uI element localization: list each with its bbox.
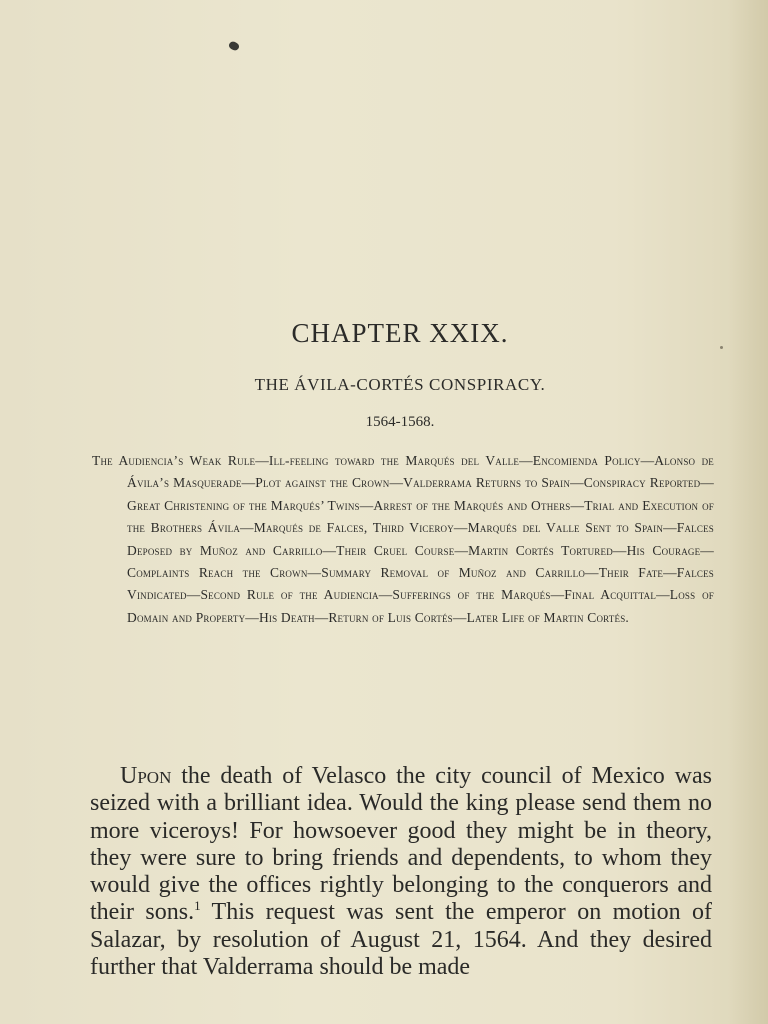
ink-speck <box>228 40 241 52</box>
chapter-title: CHAPTER XXIX. <box>291 318 509 348</box>
synopsis-text: The Audiencia’s Weak Rule—Ill-feeling toward the Marqués del Valle—Encomienda Policy—Alonso de Ávila’s Masquerade—Plot against the Crown—Valderrama Returns to Spain—Conspiracy Reported—Great Christening of the Marqués’ Twins—Arrest of the Marqués and Others—Trial and Execution of the Brothers Ávila—Marqués de Falces, Third Viceroy—Marqués del Valle Sent to Spain—Falces Deposed by Muñoz and Carrillo—Their Cruel Course—Martin Cortés Tortured—His Courage—Complaints Reach the Crown—Summary Removal of Muñoz and Carrillo—Their Fate—Falces Vindicated—Second Rule of the Audiencia—Sufferings of the Marqués—Final Acquittal—Loss of Domain and Property—His Death—Return of Luis Cortés—Later Life of Martin Cortés. <box>92 453 714 625</box>
chapter-dates: 1564-1568. <box>365 414 435 430</box>
footnote-marker[interactable]: 1 <box>194 898 201 914</box>
chapter-synopsis <box>92 450 714 629</box>
page-edge-shadow <box>728 0 768 1024</box>
body-text-part2: This request was sent the emperor on motion of Salazar, by resolution of August 21, 1564. And they desired further that Valderrama should be made <box>90 899 713 981</box>
chapter-subtitle: THE ÁVILA-CORTÉS CONSPIRACY. <box>254 375 546 394</box>
body-paragraph <box>90 763 712 981</box>
body-text-part1: the death of Velasco the city council of Mexico was seized with a brilliant idea. Would the king please send them no more viceroys! For howsoever good they might be in theory, they were sure to bring friends and dependents, to whom they would give the offices rightly belonging to the conquerors and their sons. <box>90 763 712 926</box>
lead-word: Upon <box>120 763 172 789</box>
